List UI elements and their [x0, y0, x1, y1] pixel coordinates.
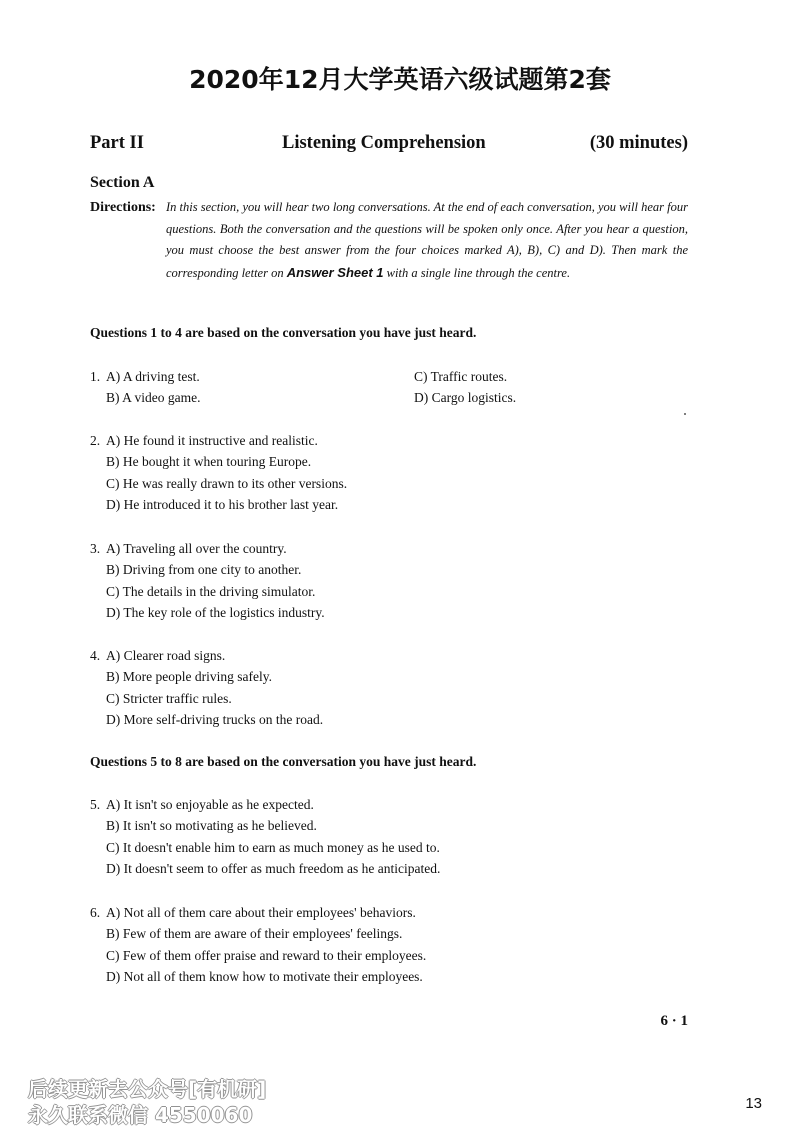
option-d: D) It doesn't seem to offer as much freedom as he anticipated.	[106, 861, 441, 877]
scan-speck	[684, 413, 686, 415]
question-number: 4.	[90, 648, 101, 663]
group-heading-q5-8: Questions 5 to 8 are based on the conversation you have just heard.	[90, 754, 477, 769]
directions-text-before: In this section, you will hear two long conversations. At the end of each conversation, you will hear four questions. Both the conversation and the questions will be spoken only once. After you hear a question, you must choose the best answer from the four choices marked A), B), C) and D). Then mark the corresponding letter on	[166, 200, 688, 280]
option-a: A) Clearer road signs.	[106, 648, 226, 663]
option-c: C) Few of them offer praise and reward to their employees.	[106, 947, 427, 963]
option-row	[90, 966, 690, 987]
answer-sheet-ref: Answer Sheet 1	[286, 264, 384, 280]
option-a: A) Not all of them care about their employees' behaviors.	[106, 905, 416, 920]
watermark-line-2: 永久联系微信 4550060	[28, 1103, 253, 1127]
option-row	[90, 709, 690, 730]
directions-label: Directions:	[90, 200, 156, 215]
option-row	[90, 538, 690, 559]
question-number: 1.	[90, 369, 101, 384]
question-number: 6.	[90, 905, 101, 920]
scan-page-number: 13	[745, 1095, 762, 1112]
option-row	[90, 837, 690, 858]
option-b: B) More people driving safely.	[106, 669, 272, 685]
option-d: D) Not all of them know how to motivate their employees.	[106, 969, 423, 985]
option-row	[90, 645, 690, 666]
part-time: (30 minutes)	[589, 133, 688, 153]
option-d: D) The key role of the logistics industry.	[106, 605, 325, 621]
question-number: 3.	[90, 541, 101, 556]
option-c: C) It doesn't enable him to earn as much money as he used to.	[106, 839, 440, 855]
page-title: 2020年12月大学英语六级试题第2套	[189, 65, 611, 94]
option-row	[90, 387, 690, 408]
option-b: B) He bought it when touring Europe.	[106, 454, 312, 470]
option-c: C) Stricter traffic rules.	[106, 690, 232, 706]
option-b: B) Driving from one city to another.	[106, 562, 302, 578]
option-row	[90, 794, 690, 815]
option-a: A) It isn't so enjoyable as he expected.	[106, 797, 314, 812]
question-number: 5.	[90, 797, 101, 812]
option-row	[90, 902, 690, 923]
question-6	[90, 902, 690, 988]
question-1	[90, 366, 690, 409]
option-row	[90, 430, 690, 451]
page-number: 6 · 1	[660, 1013, 688, 1029]
option-row	[90, 559, 690, 580]
option-row	[90, 494, 690, 515]
option-a: A) A driving test.	[106, 369, 200, 384]
part-name: Listening Comprehension	[282, 133, 486, 153]
option-d: D) Cargo logistics.	[414, 390, 517, 406]
option-b: B) It isn't so motivating as he believed.	[106, 818, 317, 834]
option-d: D) More self-driving trucks on the road.	[106, 712, 324, 728]
option-c: C) Traffic routes.	[414, 369, 508, 384]
part-header	[90, 133, 688, 157]
option-row	[90, 688, 690, 709]
option-row	[90, 366, 690, 387]
question-5	[90, 794, 690, 880]
option-row	[90, 815, 690, 836]
option-row	[90, 858, 690, 879]
option-row	[90, 666, 690, 687]
option-row	[90, 945, 690, 966]
directions-text-after: with a single line through the centre.	[386, 265, 571, 280]
question-3	[90, 538, 690, 624]
option-c: C) He was really drawn to its other versions.	[106, 475, 348, 491]
option-row	[90, 451, 690, 472]
option-a: A) He found it instructive and realistic.	[106, 433, 318, 448]
option-row	[90, 473, 690, 494]
watermark-line-1: 后续更新去公众号[有机研]	[28, 1077, 267, 1101]
group-heading-q1-4: Questions 1 to 4 are based on the conversation you have just heard.	[90, 325, 477, 340]
part-label: Part II	[90, 133, 144, 153]
option-b: B) A video game.	[106, 390, 201, 406]
watermark	[28, 1076, 328, 1128]
option-row	[90, 581, 690, 602]
section-label: Section A	[90, 174, 155, 191]
directions	[90, 197, 688, 284]
question-number: 2.	[90, 433, 101, 448]
question-2	[90, 430, 690, 516]
option-c: C) The details in the driving simulator.	[106, 583, 316, 599]
option-a: A) Traveling all over the country.	[106, 541, 287, 556]
option-b: B) Few of them are aware of their employees' feelings.	[106, 926, 403, 942]
option-row	[90, 602, 690, 623]
option-row	[90, 923, 690, 944]
question-4	[90, 645, 690, 731]
directions-text	[166, 197, 688, 284]
option-d: D) He introduced it to his brother last year.	[106, 497, 339, 513]
